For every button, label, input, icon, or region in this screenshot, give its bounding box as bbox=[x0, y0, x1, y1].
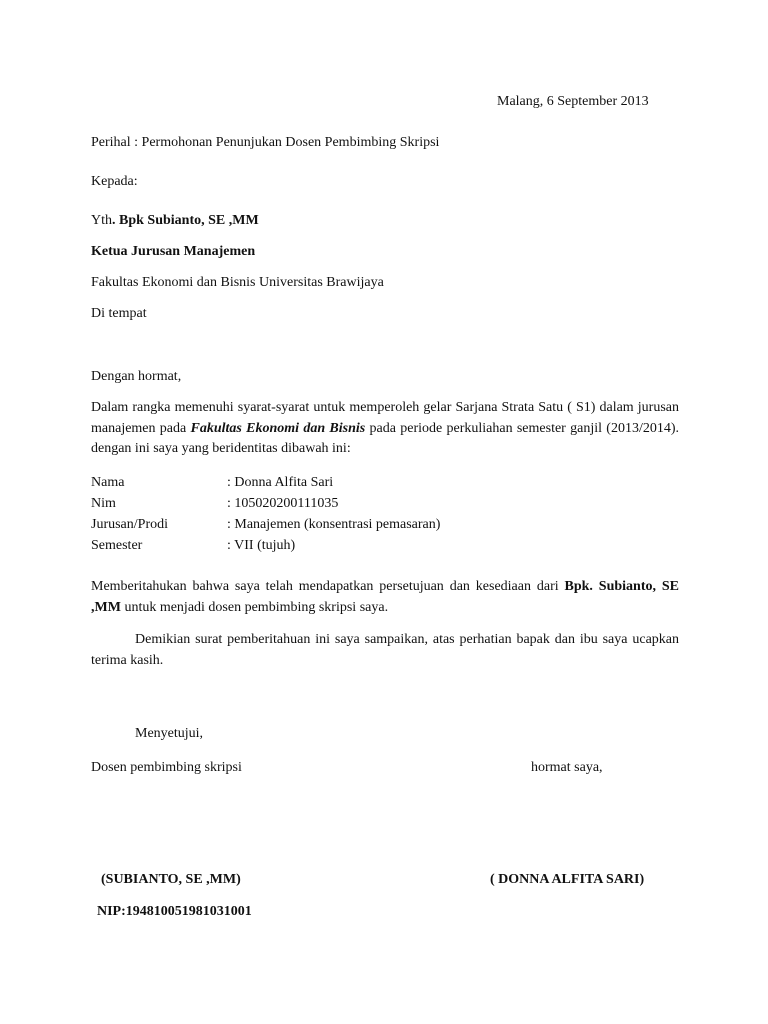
letter-date: Malang, 6 September 2013 bbox=[497, 94, 649, 109]
identity-value: : 105020200111035 bbox=[227, 496, 339, 511]
advisor-label: Dosen pembimbing skripsi bbox=[91, 760, 242, 775]
faculty-emphasis: Fakultas Ekonomi dan Bisnis bbox=[190, 420, 366, 436]
identity-label: Jurusan/Prodi bbox=[91, 517, 168, 532]
identity-value: : VII (tujuh) bbox=[227, 538, 296, 553]
sender-name: ( DONNA ALFITA SARI) bbox=[490, 872, 645, 887]
intro-paragraph bbox=[91, 398, 679, 460]
advisor-emphasis: Bpk. Subianto, SE ,MM bbox=[91, 579, 679, 615]
recipient-place: Di tempat bbox=[91, 306, 147, 321]
recipient-name: . Bpk Subianto, SE ,MM bbox=[112, 213, 259, 228]
advisor-nip: NIP:194810051981031001 bbox=[97, 904, 252, 919]
letter-subject: Perihal : Permohonan Penunjukan Dosen Pembimbing Skripsi bbox=[91, 135, 440, 150]
notice-text-1: Memberitahukan bahwa saya telah mendapatkan persetujuan dan kesediaan dari bbox=[91, 579, 565, 594]
recipient-faculty: Fakultas Ekonomi dan Bisnis Universitas Brawijaya bbox=[91, 275, 384, 290]
to-label: Kepada: bbox=[91, 174, 138, 189]
identity-value: : Manajemen (konsentrasi pemasaran) bbox=[227, 517, 441, 532]
notice-paragraph bbox=[91, 577, 679, 618]
identity-label: Semester bbox=[91, 538, 143, 553]
advisor-name: (SUBIANTO, SE ,MM) bbox=[101, 872, 241, 887]
identity-label: Nama bbox=[91, 475, 125, 490]
recipient-line bbox=[91, 211, 259, 231]
intro-text-2: pada periode perkuliahan semester ganjil (2013/2014). dengan ini saya yang beridentitas dibawah ini: bbox=[91, 420, 680, 456]
identity-value: : Donna Alfita Sari bbox=[227, 475, 334, 490]
approve-label: Menyetujui, bbox=[135, 726, 204, 741]
recipient-position: Ketua Jurusan Manajemen bbox=[91, 244, 256, 259]
yth-prefix: Yth bbox=[91, 213, 112, 228]
notice-text-2: untuk menjadi dosen pembimbing skripsi saya. bbox=[120, 599, 389, 615]
greeting: Dengan hormat, bbox=[91, 369, 182, 384]
intro-text-1: Dalam rangka memenuhi syarat-syarat untuk memperoleh gelar Sarjana Strata Satu ( S1) dalam jurusan manajemen pada bbox=[91, 400, 679, 436]
closing-paragraph: Demikian surat pemberitahuan ini saya sampaikan, atas perhatian bapak dan ibu saya ucapkan terima kasih. bbox=[91, 632, 679, 668]
sender-label: hormat saya, bbox=[531, 760, 603, 775]
identity-label: Nim bbox=[91, 496, 116, 511]
